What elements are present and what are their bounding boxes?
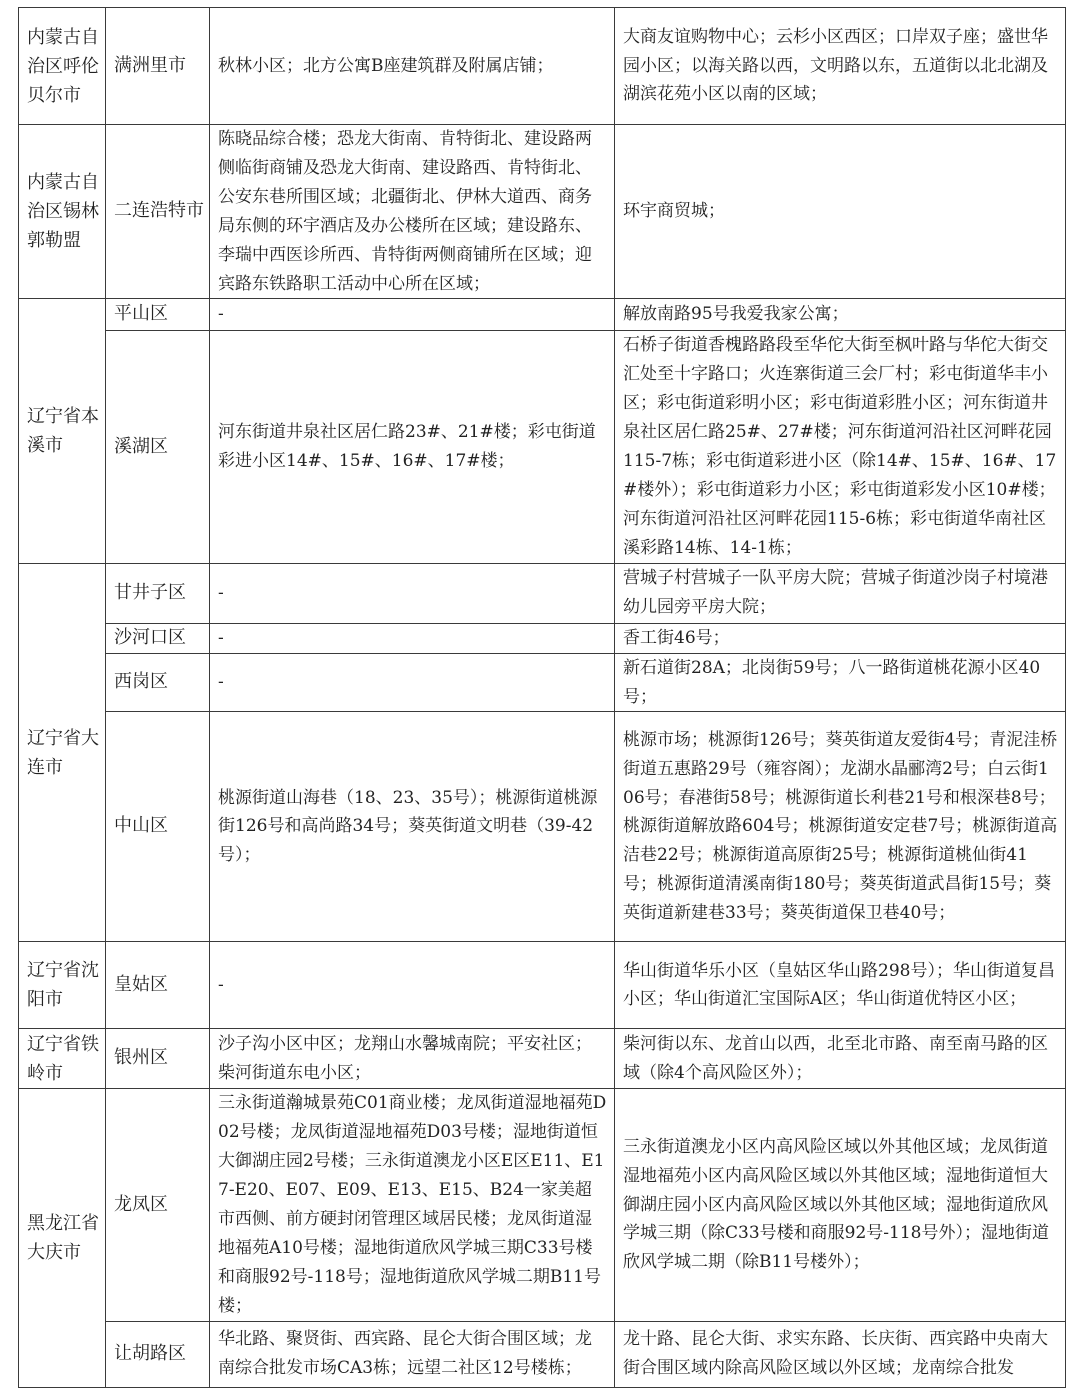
district-cell: 西岗区 xyxy=(106,653,210,712)
province-cell: 内蒙古自治区呼伦贝尔市 xyxy=(19,8,106,125)
district-cell: 二连浩特市 xyxy=(106,125,210,299)
risk-area-table xyxy=(18,7,1066,1388)
province-cell: 辽宁省大连市 xyxy=(19,563,106,942)
high-risk-cell: 陈晓品综合楼；恐龙大街南、肯特街北、建设路两侧临街商铺及恐龙大街南、建设路西、肯特街北、公安东巷所围区域；北疆街北、伊林大道西、商务局东侧的环宇酒店及办公楼所在区域；建设路东、李瑞中西医诊所西、肯特街两侧商铺所在区域；迎宾路东铁路职工活动中心所在区域； xyxy=(210,125,615,299)
table-row xyxy=(19,1029,1066,1089)
medium-risk-cell: 新石道街28A；北岗街59号；八一路街道桃花源小区40号； xyxy=(615,653,1066,712)
table-row xyxy=(19,125,1066,299)
table-row xyxy=(19,299,1066,331)
medium-risk-cell: 桃源市场；桃源街126号；葵英街道友爱街4号；青泥洼桥街道五惠路29号（雍容阁）；龙湖水晶郦湾2号；白云街106号；春港街58号；桃源街道长利巷21号和根深巷8号；桃源街道解放路604号；桃源街道安定巷7号；桃源街道高洁巷22号；桃源街道高原街25号；桃源街道桃仙街41号；桃源街道清溪南街180号；葵英街道武昌街15号；葵英街道新建巷33号；葵英街道保卫巷40号； xyxy=(615,712,1066,942)
high-risk-cell: - xyxy=(210,563,615,623)
province-cell: 辽宁省铁岭市 xyxy=(19,1029,106,1089)
province-cell: 辽宁省本溪市 xyxy=(19,299,106,563)
district-cell: 满洲里市 xyxy=(106,8,210,125)
medium-risk-cell: 环宇商贸城； xyxy=(615,125,1066,299)
high-risk-cell: 桃源街道山海巷（18、23、35号）；桃源街道桃源街126号和高尚路34号；葵英街道文明巷（39-42号）； xyxy=(210,712,615,942)
table-row xyxy=(19,8,1066,125)
high-risk-cell: - xyxy=(210,942,615,1029)
high-risk-cell: 秋林小区；北方公寓B座建筑群及附属店铺； xyxy=(210,8,615,125)
province-cell: 辽宁省沈阳市 xyxy=(19,942,106,1029)
district-cell: 龙凤区 xyxy=(106,1089,210,1321)
district-cell: 平山区 xyxy=(106,299,210,331)
district-cell: 银州区 xyxy=(106,1029,210,1089)
high-risk-cell: 华北路、聚贤街、西宾路、昆仑大街合围区域；龙南综合批发市场CA3栋；远望二社区12号楼栋； xyxy=(210,1321,615,1387)
medium-risk-cell: 大商友谊购物中心；云杉小区西区；口岸双子座；盛世华园小区；以海关路以西，文明路以东，五道街以北北湖及湖滨花苑小区以南的区域； xyxy=(615,8,1066,125)
district-cell: 中山区 xyxy=(106,712,210,942)
high-risk-cell: - xyxy=(210,653,615,712)
table-row xyxy=(19,331,1066,563)
table-row xyxy=(19,623,1066,653)
province-cell: 内蒙古自治区锡林郭勒盟 xyxy=(19,125,106,299)
province-cell: 黑龙江省大庆市 xyxy=(19,1089,106,1387)
medium-risk-cell: 解放南路95号我爱我家公寓； xyxy=(615,299,1066,331)
table-row xyxy=(19,712,1066,942)
table-row xyxy=(19,1089,1066,1321)
table-row xyxy=(19,563,1066,623)
district-cell: 甘井子区 xyxy=(106,563,210,623)
high-risk-cell: - xyxy=(210,299,615,331)
district-cell: 沙河口区 xyxy=(106,623,210,653)
table-row xyxy=(19,653,1066,712)
high-risk-cell: 沙子沟小区中区；龙翔山水馨城南院；平安社区；柴河街道东电小区； xyxy=(210,1029,615,1089)
district-cell: 溪湖区 xyxy=(106,331,210,563)
medium-risk-cell: 香工街46号； xyxy=(615,623,1066,653)
medium-risk-cell: 柴河街以东、龙首山以西，北至北市路、南至南马路的区域（除4个高风险区外）； xyxy=(615,1029,1066,1089)
district-cell: 皇姑区 xyxy=(106,942,210,1029)
district-cell: 让胡路区 xyxy=(106,1321,210,1387)
table-row xyxy=(19,1321,1066,1387)
medium-risk-cell: 三永街道澳龙小区内高风险区域以外其他区域；龙凤街道湿地福苑小区内高风险区域以外其他区域；湿地街道恒大御湖庄园小区内高风险区域以外其他区域；湿地街道欣风学城三期（除C33号楼和商服92号-118号外）；湿地街道欣风学城二期（除B11号楼外）； xyxy=(615,1089,1066,1321)
medium-risk-cell: 华山街道华乐小区（皇姑区华山路298号）；华山街道复昌小区；华山街道汇宝国际A区；华山街道优特区小区； xyxy=(615,942,1066,1029)
medium-risk-cell: 石桥子街道香槐路路段至华佗大街至枫叶路与华佗大街交汇处至十字路口；火连寨街道三会厂村；彩屯街道华丰小区；彩屯街道彩明小区；彩屯街道彩胜小区；河东街道井泉社区居仁路25#、27#楼；河东街道河沿社区河畔花园115-7栋；彩屯街道彩进小区（除14#、15#、16#、17#楼外）；彩屯街道彩力小区；彩屯街道彩发小区10#楼；河东街道河沿社区河畔花园115-6栋；彩屯街道华南社区溪彩路14栋、14-1栋； xyxy=(615,331,1066,563)
medium-risk-cell: 营城子村营城子一队平房大院；营城子街道沙岗子村境港幼儿园旁平房大院； xyxy=(615,563,1066,623)
high-risk-cell: 三永街道瀚城景苑C01商业楼；龙凤街道湿地福苑D02号楼；龙凤街道湿地福苑D03号楼；湿地街道恒大御湖庄园2号楼；三永街道澳龙小区E区E11、E17-E20、E07、E09、E13、E15、B24一家美超市西侧、前方硬封闭管理区域居民楼；龙凤街道湿地福苑A10号楼；湿地街道欣风学城三期C33号楼和商服92号-118号；湿地街道欣风学城二期B11号楼； xyxy=(210,1089,615,1321)
high-risk-cell: - xyxy=(210,623,615,653)
medium-risk-cell: 龙十路、昆仑大街、求实东路、长庆街、西宾路中央南大街合围区域内除高风险区域以外区域；龙南综合批发 xyxy=(615,1321,1066,1387)
table-row xyxy=(19,942,1066,1029)
high-risk-cell: 河东街道井泉社区居仁路23#、21#楼；彩屯街道彩进小区14#、15#、16#、17#楼； xyxy=(210,331,615,563)
